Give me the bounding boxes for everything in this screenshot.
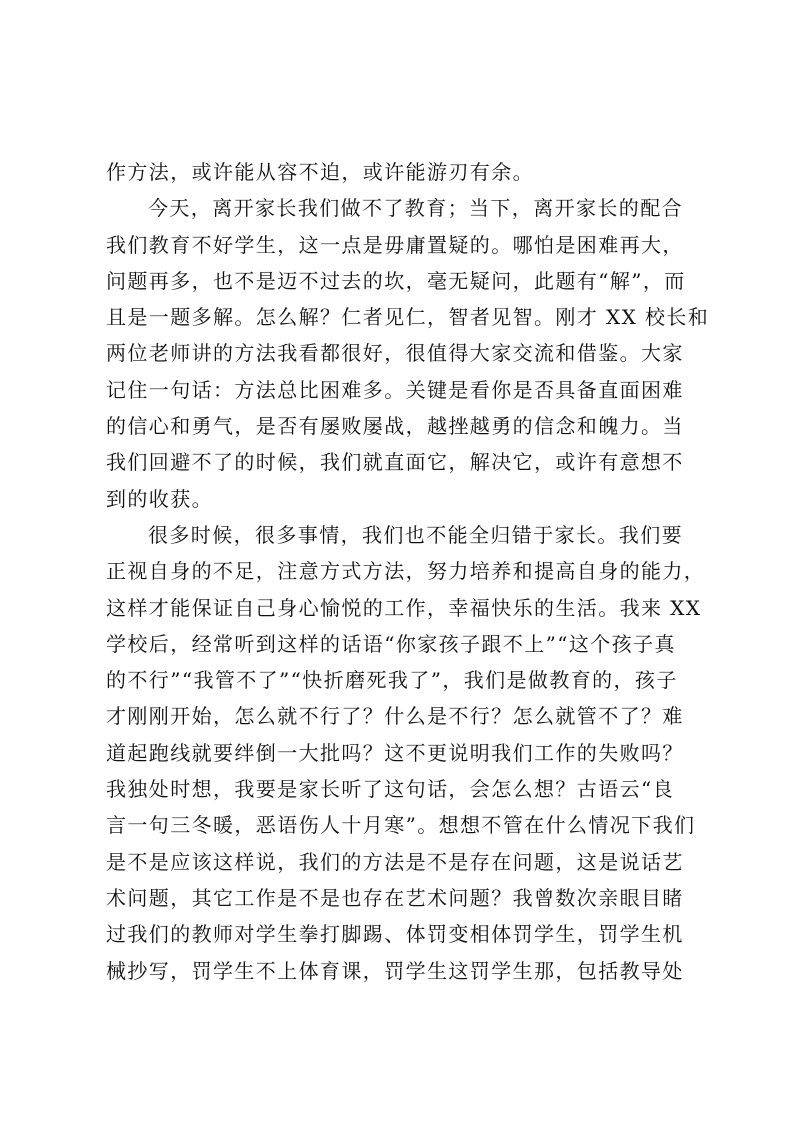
text-line: 这样才能保证自己身心愉悦的工作，幸福快乐的生活。我来 XX bbox=[106, 595, 702, 620]
text-line: 言一句三冬暖，恶语伤人十月寒”。想想不管在什么情况下我们 bbox=[106, 813, 696, 838]
text-line: 过我们的教师对学生拳打脚踢、体罚变相体罚学生，罚学生机 bbox=[106, 922, 684, 947]
text-line: 是不是应该这样说，我们的方法是不是存在问题，这是说话艺 bbox=[106, 849, 684, 874]
text-line: 记住一句话：方法总比困难多。关键是看你是否具备直面困难 bbox=[106, 377, 684, 402]
text-line: 作方法，或许能从容不迫，或许能游刃有余。 bbox=[106, 160, 534, 184]
text-line: 的不行”“我管不了”“快折磨死我了”，我们是做教育的，孩子 bbox=[106, 668, 678, 693]
text-line: 械抄写，罚学生不上体育课，罚学生这罚学生那，包括教导处 bbox=[106, 958, 684, 983]
paragraph-start-line: 今天，离开家长我们做不了教育；当下，离开家长的配合 bbox=[148, 196, 683, 221]
text-line: 我们教育不好学生，这一点是毋庸置疑的。哪怕是困难再大， bbox=[106, 232, 684, 257]
text-line: 且是一题多解。怎么解？仁者见仁，智者见智。刚才 XX 校长和 bbox=[106, 305, 710, 330]
text-line: 术问题，其它工作是不是也存在艺术问题？我曾数次亲眼目睹 bbox=[106, 885, 684, 910]
text-line: 问题再多，也不是迈不过去的坎，毫无疑问，此题有“解”，而 bbox=[106, 268, 686, 293]
text-line: 的信心和勇气，是否有屡败屡战，越挫越勇的信念和魄力。当 bbox=[106, 414, 684, 439]
text-line: 我独处时想，我要是家长听了这句话，会怎么想？古语云“良 bbox=[106, 777, 675, 802]
document-body bbox=[106, 154, 710, 989]
text-line: 我们回避不了的时候，我们就直面它，解决它，或许有意想不 bbox=[106, 450, 684, 475]
text-line: 两位老师讲的方法我看都很好，很值得大家交流和借鉴。大家 bbox=[106, 341, 684, 366]
paragraph-start-line: 很多时候，很多事情，我们也不能全归错于家长。我们要 bbox=[148, 522, 683, 547]
text-line: 正视自身的不足，注意方式方法，努力培养和提高自身的能力， bbox=[106, 559, 706, 584]
text-line: 道起跑线就要绊倒一大批吗？这不更说明我们工作的失败吗？ bbox=[106, 740, 684, 765]
text-line: 才刚刚开始，怎么就不行了？什么是不行？怎么就管不了？难 bbox=[106, 704, 684, 729]
text-line: 到的收获。 bbox=[106, 486, 213, 511]
text-line: 学校后，经常听到这样的话语“你家孩子跟不上”“这个孩子真 bbox=[106, 631, 676, 656]
